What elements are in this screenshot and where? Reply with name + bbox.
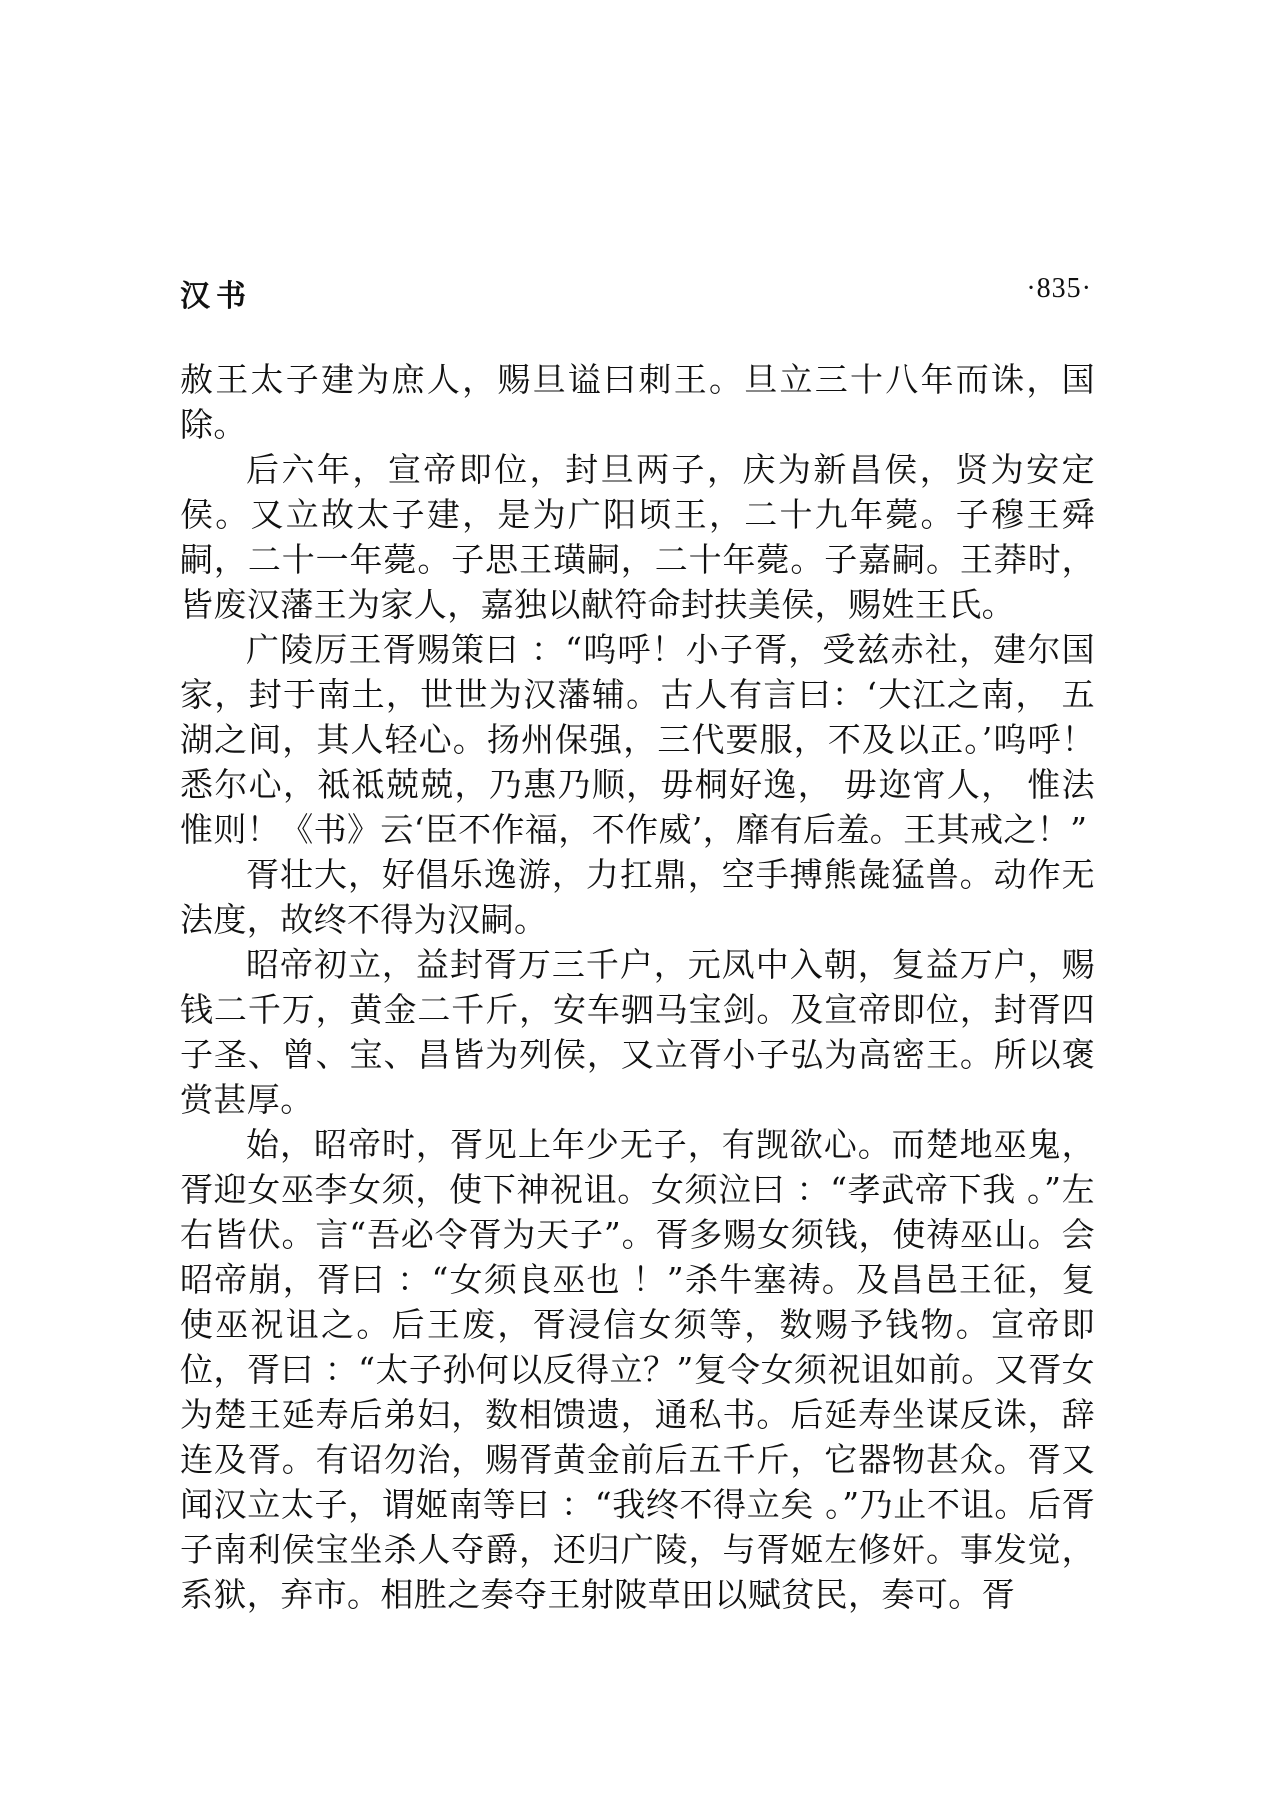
paragraph: 胥壮大，好倡乐逸游，力扛鼎，空手搏熊彘猛兽。动作无法度，故终不得为汉嗣。 [180,855,1095,939]
book-title: 汉书 [180,279,252,314]
body-text [180,357,1095,1617]
paragraph: 昭帝初立，益封胥万三千户，元凤中入朝，复益万户，赐钱二千万，黄金二千斤，安车驷马宝剑。及宣帝即位，封胥四子圣、曾、宝、昌皆为列侯，又立胥小子弘为高密王。所以褒赏甚厚。 [180,945,1095,1119]
paragraph: 赦王太子建为庶人，赐旦谥曰刺王。旦立三十八年而诛，国除。 [180,360,1095,444]
page-number: ·835· [1026,273,1092,304]
page-header [180,271,1092,314]
paragraph: 后六年，宣帝即位，封旦两子，庆为新昌侯，贤为安定侯。又立故太子建，是为广阳顷王，二十九年薨。子穆王舜嗣，二十一年薨。子思王璜嗣，二十年薨。子嘉嗣。王莽时，皆废汉藩王为家人，嘉独以献符命封扶美侯，赐姓王氏。 [180,450,1095,624]
paragraph: 广陵厉王胥赐策曰 ：“呜呼！小子胥，受兹赤社，建尔国家，封于南土，世世为汉藩辅。古人有言曰：‘大江之南， 五湖之间，其人轻心。扬州保强，三代要服，不及以正。’呜呼！悉尔心，祗祗兢兢，乃惠乃顺，毋桐好逸， 毋迩宵人， 惟法惟则！《书》云‘臣不作福，不作威’，靡有后羞。王其戒之！” [180,630,1095,849]
paragraph: 始，昭帝时，胥见上年少无子，有觊欲心。而楚地巫鬼，胥迎女巫李女须，使下神祝诅。女须泣曰 ：“孝武帝下我 。”左右皆伏。言“吾必令胥为天子”。胥多赐女须钱，使祷巫山。会昭帝崩，胥曰 ：“女须良巫也 ！”杀牛塞祷。及昌邑王征，复使巫祝诅之。后王废，胥浸信女须等，数赐予钱物。宣帝即位，胥曰 ：“太子孙何以反得立？”复令女须祝诅如前。又胥女为楚王延寿后弟妇，数相馈遗，通私书。后延寿坐谋反诛，辞连及胥。有诏勿治，赐胥黄金前后五千斤，它器物甚众。胥又闻汉立太子，谓姬南等曰 ：“我终不得立矣 。”乃止不诅。后胥子南利侯宝坐杀人夺爵，还归广陵，与胥姬左修奸。事发觉，系狱，弃市。相胜之奏夺王射陂草田以赋贫民，奏可。胥 [180,1125,1095,1614]
